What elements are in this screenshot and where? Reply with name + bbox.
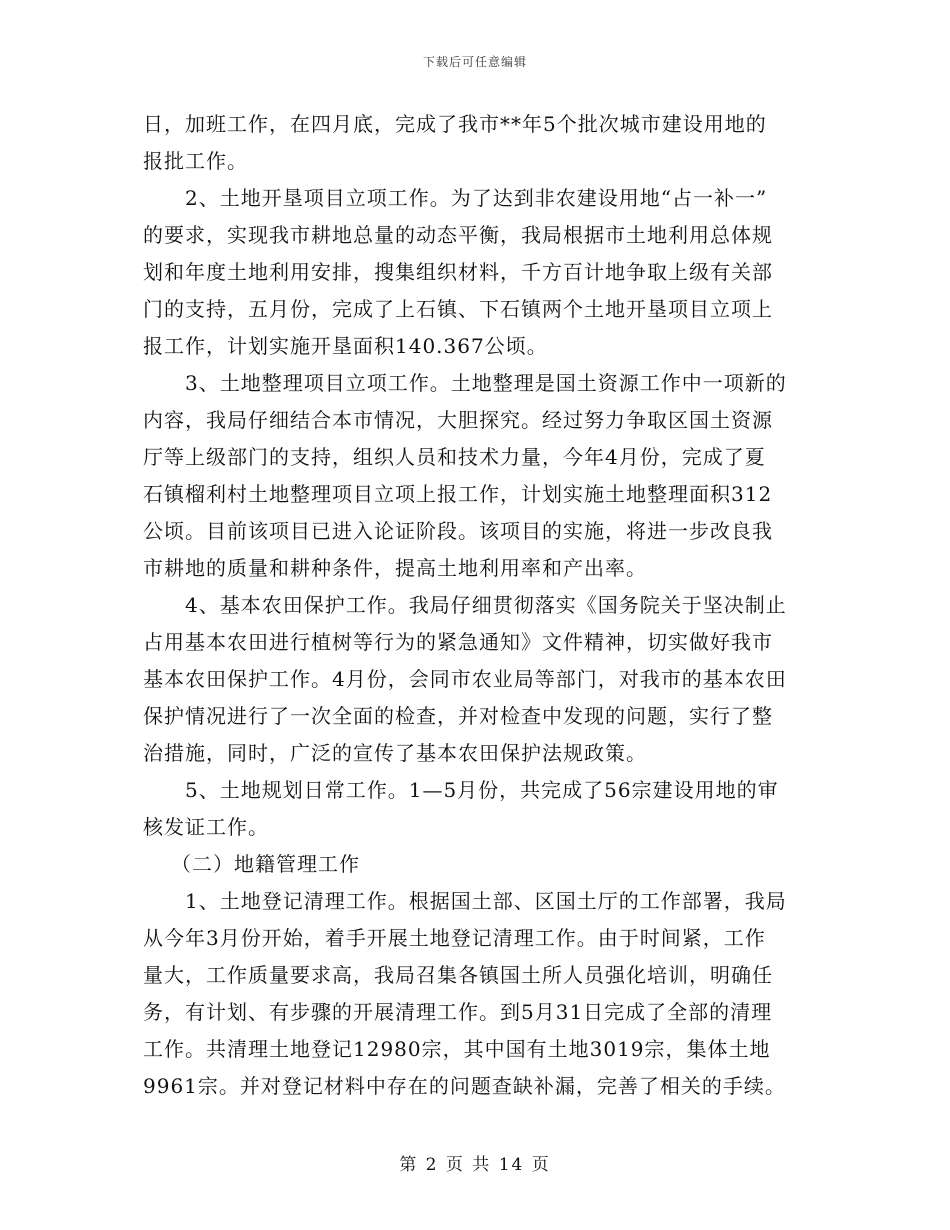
text-line: 5、土地规划日常工作。1—5月份，共完成了56宗建设用地的审 bbox=[185, 778, 779, 802]
text-line: 划和年度土地利用安排，搜集组织材料，千方百计地争取上级有关部 bbox=[143, 260, 773, 284]
text-line: 的要求，实现我市耕地总量的动态平衡，我局根据市土地利用总体规 bbox=[143, 223, 773, 247]
text-line: 日，加班工作，在四月底，完成了我市**年5个批次城市建设用地的 bbox=[143, 112, 767, 136]
paragraph-land-reclamation bbox=[143, 180, 813, 365]
text-line: 厅等上级部门的支持，组织人员和技术力量，今年4月份，完成了夏 bbox=[143, 445, 766, 469]
text-line: 4、基本农田保护工作。我局仔细贯彻落实《国务院关于坚决制止 bbox=[185, 593, 787, 617]
text-line: 9961宗。并对登记材料中存在的问题查缺补漏，完善了相关的手续。 bbox=[143, 1074, 786, 1098]
paragraph-registration-cleanup bbox=[143, 883, 813, 1105]
page-footer: 第 2 页 共 14 页 bbox=[399, 1155, 551, 1175]
text-line: 石镇榴利村土地整理项目立项上报工作，计划实施土地整理面积312 bbox=[143, 482, 773, 506]
paragraph-farmland-protection bbox=[143, 587, 813, 772]
text-line: 保护情况进行了一次全面的检查，并对检查中发现的问题，实行了整 bbox=[143, 704, 773, 728]
text-line: 核发证工作。 bbox=[143, 815, 269, 839]
section-heading: （二）地籍管理工作 bbox=[171, 852, 360, 876]
text-line: 报工作，计划实施开垦面积140.367公顷。 bbox=[143, 334, 548, 358]
paragraph-land-consolidation bbox=[143, 365, 813, 587]
paragraph-continuation bbox=[143, 106, 813, 180]
text-line: 报批工作。 bbox=[143, 149, 248, 173]
text-line: 市耕地的质量和耕种条件，提高土地利用率和产出率。 bbox=[143, 556, 647, 580]
text-line: 量大，工作质量要求高，我局召集各镇国土所人员强化培训，明确任 bbox=[143, 963, 773, 987]
text-line: 公顷。目前该项目已进入论证阶段。该项目的实施，将进一步改良我 bbox=[143, 519, 773, 543]
document-body bbox=[143, 106, 813, 1105]
text-line: 3、土地整理项目立项工作。土地整理是国土资源工作中一项新的 bbox=[185, 371, 787, 395]
text-line: 2、土地开垦项目立项工作。为了达到非农建设用地“占一补一” bbox=[185, 186, 768, 210]
text-line: 治措施，同时，广泛的宣传了基本农田保护法规政策。 bbox=[143, 741, 647, 765]
text-line: 基本农田保护工作。4月份，会同市农业局等部门，对我市的基本农田 bbox=[143, 667, 787, 691]
section-heading-cadastral bbox=[143, 846, 813, 883]
text-line: 占用基本农田进行植树等行为的紧急通知》文件精神，切实做好我市 bbox=[143, 630, 773, 654]
page-header: 下载后可任意编辑 bbox=[422, 55, 527, 69]
text-line: 工作。共清理土地登记12980宗，其中国有土地3019宗，集体土地 bbox=[143, 1037, 771, 1061]
text-line: 1、土地登记清理工作。根据国土部、区国土厅的工作部署，我局 bbox=[185, 889, 787, 913]
text-line: 从今年3月份开始，着手开展土地登记清理工作。由于时间紧，工作 bbox=[143, 926, 766, 950]
text-line: 门的支持，五月份，完成了上石镇、下石镇两个土地开垦项目立项上 bbox=[143, 297, 773, 321]
text-line: 内容，我局仔细结合本市情况，大胆探究。经过努力争取区国土资源 bbox=[143, 408, 773, 432]
text-line: 务，有计划、有步骤的开展清理工作。到5月31日完成了全部的清理 bbox=[143, 1000, 773, 1024]
paragraph-planning-routine bbox=[143, 772, 813, 846]
